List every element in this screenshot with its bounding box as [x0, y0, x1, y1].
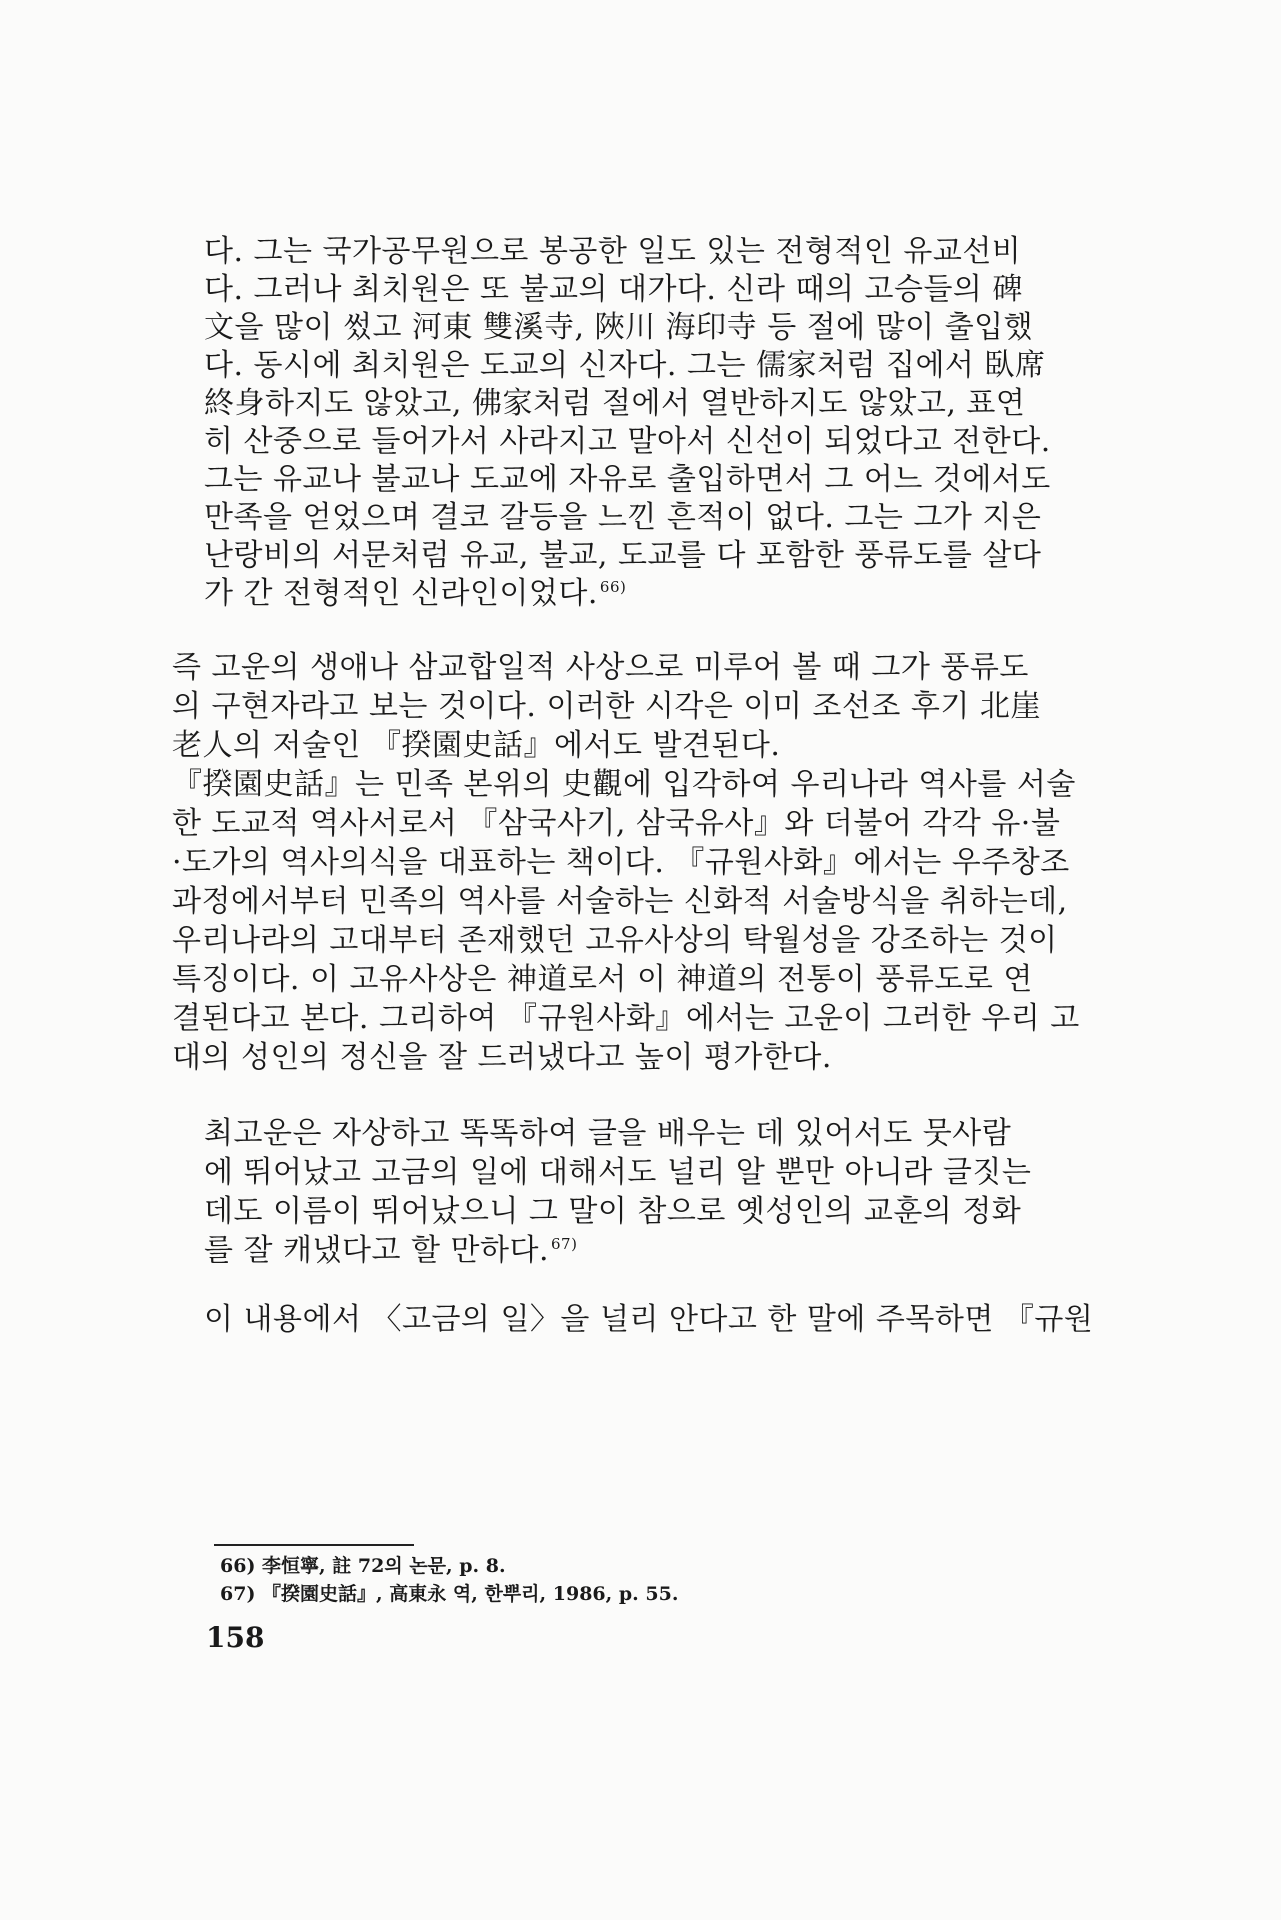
text-line: 그는 유교나 불교나 도교에 자유로 출입하면서 그 어느 것에서도	[204, 462, 1051, 497]
text-line: 이 내용에서 〈고금의 일〉을 널리 안다고 한 말에 주목하면 『규원	[204, 1302, 1094, 1337]
text-line: 우리나라의 고대부터 존재했던 고유사상의 탁월성을 강조하는 것이	[172, 923, 1058, 958]
text-line: 히 산중으로 들어가서 사라지고 말아서 신선이 되었다고 전한다.	[204, 424, 1051, 459]
text-line-content: 를 잘 캐냈다고 할 만하다.	[204, 1233, 549, 1268]
text-line: 다. 그는 국가공무원으로 봉공한 일도 있는 전형적인 유교선비	[204, 234, 1022, 269]
text-line	[204, 574, 626, 614]
text-line	[204, 1231, 577, 1271]
text-line: 즉 고운의 생애나 삼교합일적 사상으로 미루어 볼 때 그가 풍류도	[172, 650, 1029, 685]
footnote-ref-67[interactable]: 67)	[550, 1235, 578, 1253]
text-line: 과정에서부터 민족의 역사를 서술하는 신화적 서술방식을 취하는데,	[172, 884, 1068, 919]
text-line: 결된다고 본다. 그리하여 『규원사화』에서는 고운이 그러한 우리 고	[172, 1001, 1080, 1036]
text-line: 만족을 얻었으며 결코 갈등을 느낀 흔적이 없다. 그는 그가 지은	[204, 500, 1042, 535]
text-line: 다. 그러나 최치원은 또 불교의 대가다. 신라 때의 고승들의 碑	[204, 272, 1023, 307]
text-line: 終身하지도 않았고, 佛家처럼 절에서 열반하지도 않았고, 표연	[204, 386, 1026, 421]
text-line: ·도가의 역사의식을 대표하는 책이다. 『규원사화』에서는 우주창조	[172, 845, 1070, 880]
text-line: 난랑비의 서문처럼 유교, 불교, 도교를 다 포함한 풍류도를 살다	[204, 538, 1042, 573]
text-line-content: 가 간 전형적인 신라인이었다.	[204, 576, 598, 611]
footnote-ref-66[interactable]: 66)	[599, 578, 627, 596]
text-line: 『揆園史話』는 민족 본위의 史觀에 입각하여 우리나라 역사를 서술	[172, 767, 1076, 802]
text-line: 에 뛰어났고 고금의 일에 대해서도 널리 알 뿐만 아니라 글짓는	[204, 1155, 1032, 1190]
text-line: 최고운은 자상하고 똑똑하여 글을 배우는 데 있어서도 뭇사람	[204, 1116, 1012, 1151]
footnote-67: 67) 『揆園史話』, 高東永 역, 한뿌리, 1986, p. 55.	[220, 1583, 679, 1605]
page-number: 158	[206, 1621, 265, 1654]
text-line: 데도 이름이 뛰어났으니 그 말이 참으로 옛성인의 교훈의 정화	[204, 1194, 1022, 1229]
text-line: 다. 동시에 최치원은 도교의 신자다. 그는 儒家처럼 집에서 臥席	[204, 348, 1046, 383]
text-line: 대의 성인의 정신을 잘 드러냈다고 높이 평가한다.	[172, 1040, 832, 1075]
text-line: 文을 많이 썼고 河東 雙溪寺, 陜川 海印寺 등 절에 많이 출입했	[204, 310, 1034, 345]
text-line: 특징이다. 이 고유사상은 神道로서 이 神道의 전통이 풍류도로 연	[172, 962, 1033, 997]
text-line: 한 도교적 역사서로서 『삼국사기, 삼국유사』와 더불어 각각 유·불	[172, 806, 1061, 841]
footnote-66: 66) 李恒寧, 註 72의 논문, p. 8.	[220, 1555, 506, 1577]
text-line: 老人의 저술인 『揆園史話』에서도 발견된다.	[172, 728, 781, 763]
text-line: 의 구현자라고 보는 것이다. 이러한 시각은 이미 조선조 후기 北崖	[172, 689, 1041, 724]
footnote-divider	[214, 1544, 414, 1546]
